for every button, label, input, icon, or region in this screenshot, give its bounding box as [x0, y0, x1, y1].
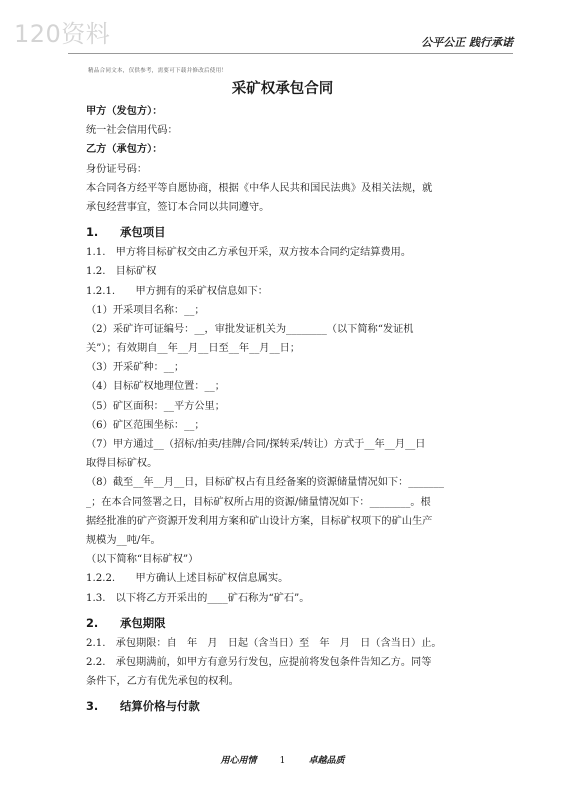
text-line: 身份证号码： [86, 163, 148, 175]
section-title: 承包项目 [120, 225, 166, 240]
text-line: （以下简称“目标矿权”） [86, 554, 199, 566]
header-divider [68, 53, 513, 54]
party-label: 乙方（承包方）： [86, 144, 163, 156]
section-number: 1. [86, 225, 99, 240]
text-line: 据经批准的矿产资源开发利用方案和矿山设计方案，目标矿权项下的矿山生产 [86, 515, 433, 527]
footer-right-text: 卓越品质 [308, 756, 345, 766]
document-title: 采矿权承包合同 [231, 81, 334, 97]
text-line: （5）矿区面积：__平方公里； [86, 400, 225, 412]
section-number: 2. [86, 615, 99, 630]
text-line: 1.1. 甲方将目标矿权交由乙方承包开采，双方按本合同约定结算费用。 [86, 247, 412, 259]
text-line: （6）矿区范围坐标：__； [86, 419, 205, 431]
text-line: 2.2. 承包期满前，如甲方有意另行发包，应提前将发包条件告知乙方。同等 [86, 656, 432, 668]
text-line: （8）截至__年__月__日，目标矿权占有且经备案的资源储量情况如下：_______ [86, 477, 444, 489]
party-label: 甲方（发包方）： [86, 106, 163, 117]
text-line: 1.3. 以下将乙方开采出的____矿石称为“矿石”。 [86, 592, 310, 604]
text-line: 1.2. 目标矿权 [86, 266, 157, 278]
document-body [86, 102, 486, 717]
section-number: 3. [86, 699, 99, 714]
section-title: 结算价格与付款 [120, 699, 200, 714]
text-line: 1.2.2. 甲方确认上述目标矿权信息属实。 [86, 573, 289, 585]
footer-left-text: 用心用情 [220, 756, 257, 766]
text-line: _；在本合同签署之日，目标矿权所占用的资源/储量情况如下：________。根 [86, 496, 431, 508]
text-line: 承包经营事宜，签订本合同以共同遵守。 [86, 201, 270, 213]
text-line: 条件下，乙方有优先承包的权利。 [86, 676, 239, 688]
text-line: 1.2.1. 甲方拥有的采矿权信息如下： [86, 285, 268, 297]
section-title: 承包期限 [120, 615, 166, 630]
watermark-logo: 120资料 [14, 20, 111, 48]
text-line: 取得目标矿权。 [86, 458, 158, 470]
text-line: 本合同各方经平等自愿协商，根据《中华人民共和国民法典》及相关法规，就 [86, 182, 433, 194]
text-line: （3）开采矿种：__； [86, 362, 185, 374]
text-line: 关”）；有效期自__年__月__日至__年__月__日； [86, 343, 301, 355]
section-heading [86, 221, 486, 243]
document-notice: 精品合同文本，仅供参考，需要可下载并修改后使用！ [88, 68, 228, 74]
page-footer [0, 753, 565, 766]
text-line: （7）甲方通过__（招标/拍卖/挂牌/合同/探转采/转让）方式于__年__月__日 [86, 439, 426, 450]
text-line: （1）开采项目名称：__； [86, 304, 205, 316]
section-heading [86, 695, 486, 717]
text-line: 统一社会信用代码： [86, 125, 178, 137]
text-line: （4）目标矿权地理位置：__； [86, 381, 225, 393]
header-slogan: 公平公正 践行承诺 [421, 36, 513, 49]
text-line: 规模为__吨/年。 [86, 534, 161, 546]
text-line: 2.1. 承包期限：自 年 月 日起（含当日）至 年 月 日（含当日）止。 [86, 637, 442, 649]
section-heading [86, 612, 486, 634]
page-number: 1 [279, 756, 286, 766]
text-line: （2）采矿许可证编号：__，审批发证机关为________（以下简称“发证机 [86, 323, 414, 335]
